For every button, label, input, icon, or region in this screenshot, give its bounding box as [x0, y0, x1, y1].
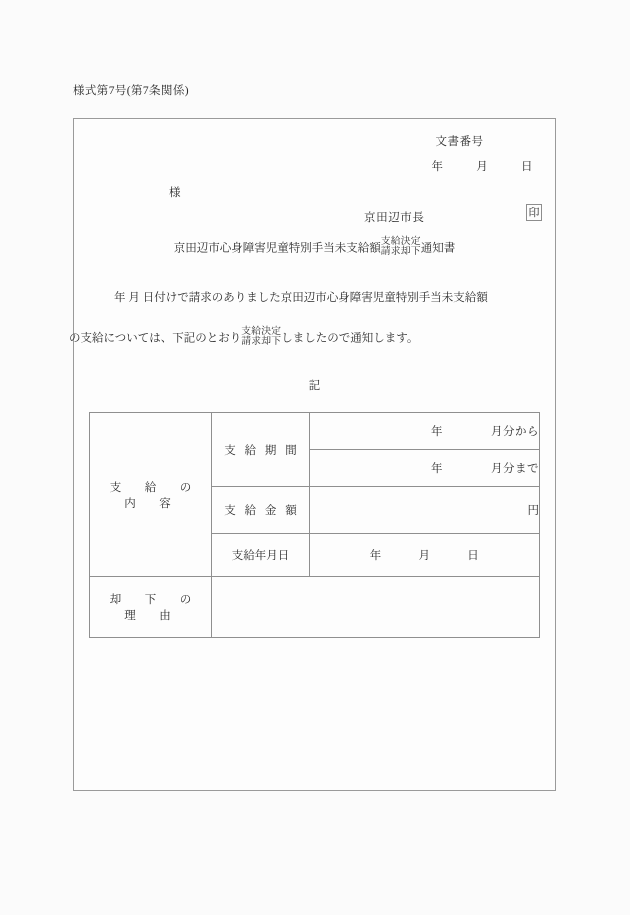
period-from-value[interactable]: 年 月分から	[310, 413, 540, 450]
body-line-2-prefix: の支給については、下記のとおり	[69, 332, 242, 345]
title-main-text: 京田辺市心身障害児童特別手当未支給額	[173, 242, 381, 255]
document-meta	[432, 137, 534, 173]
ki-marker: 記	[308, 380, 321, 392]
content-label-cell: 支 給 の 内 容	[90, 413, 212, 577]
body-line-2-suffix: しましたので通知します。	[281, 332, 419, 345]
document-frame	[69, 118, 556, 791]
body-line-1	[114, 289, 488, 305]
reason-value[interactable]	[212, 577, 540, 638]
period-label-cell: 支 給 期 間	[212, 413, 310, 487]
title-option-stack	[381, 237, 421, 258]
issuer-name: 京田辺市長	[364, 212, 425, 224]
paydate-value[interactable]	[310, 534, 540, 577]
paydate-year-label: 年	[369, 550, 382, 562]
document-title	[74, 237, 555, 258]
table-row-reason	[90, 577, 540, 638]
paydate-label-cell: 支給年月日	[212, 534, 310, 577]
body-line-1-text: 日付けで請求のありました京田辺市心身障害児童特別手当未支給額	[142, 292, 488, 304]
reason-label-cell: 却 下 の 理 由	[90, 577, 212, 638]
paydate-month-label: 月	[418, 550, 431, 562]
table-row-period-from	[90, 413, 540, 450]
payment-details-table	[89, 412, 540, 638]
addressee-honorific: 様	[169, 187, 181, 199]
body-option-stack	[241, 327, 281, 348]
period-to-value[interactable]: 年 月分まで	[310, 450, 540, 487]
title-option-approve: 支給決定	[380, 235, 421, 247]
seal-mark: 印	[526, 204, 542, 221]
amount-value[interactable]: 円	[310, 487, 540, 534]
date-year-label: 年	[431, 160, 444, 173]
claim-month-label: 月	[128, 292, 140, 304]
title-suffix: 通知書	[420, 242, 456, 255]
form-number: 様式第7号(第7条関係)	[73, 85, 189, 97]
body-option-reject: 請求却下	[241, 336, 282, 348]
body-line-2	[69, 327, 418, 348]
paydate-day-label: 日	[467, 550, 480, 562]
claim-year-label: 年	[114, 292, 126, 304]
title-option-reject: 請求却下	[380, 246, 421, 258]
document-date-line	[432, 162, 534, 174]
date-month-label: 月	[476, 160, 489, 173]
body-option-approve: 支給決定	[241, 325, 282, 337]
amount-label-cell: 支 給 金 額	[212, 487, 310, 534]
date-day-label: 日	[521, 160, 533, 173]
document-number-label: 文書番号	[435, 136, 484, 148]
